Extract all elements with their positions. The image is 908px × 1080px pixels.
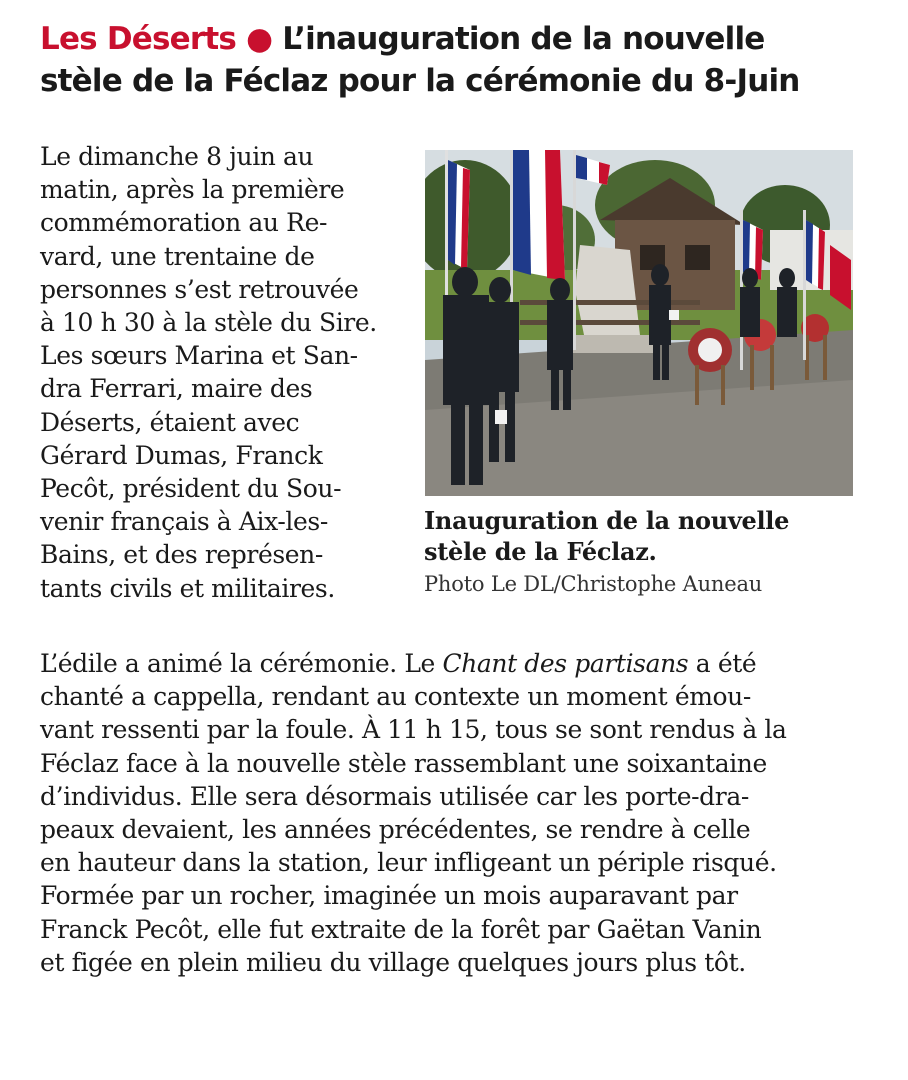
ceremony-photo-illustration: [425, 150, 853, 496]
body-line: tants civils et militaires.: [40, 573, 335, 603]
body-line: commémoration au Re-: [40, 208, 328, 238]
body-line: chanté a cappella, rendant au contexte un moment émou-: [40, 682, 751, 712]
body-line: vard, une trentaine de: [40, 241, 315, 271]
ceremony-photo: [425, 150, 853, 496]
body-line: Gérard Dumas, Franck: [40, 440, 323, 470]
song-title: Chant des partisans: [442, 649, 689, 678]
body-line: matin, après la première: [40, 175, 345, 205]
body-text-segment: L’édile a animé la cérémonie. Le: [40, 649, 443, 678]
body-line: venir français à Aix-les-: [40, 507, 328, 537]
title-line-1: L’inauguration de la nouvelle: [282, 21, 765, 57]
kicker-location: Les Déserts: [40, 21, 237, 57]
body-line: en hauteur dans la station, leur infligeant un périple risqué.: [40, 848, 777, 878]
body-line: vant ressenti par la foule. À 11 h 15, tous se sont rendus à la: [40, 715, 787, 745]
caption-line: stèle de la Féclaz.: [424, 537, 657, 566]
headline: [40, 18, 880, 102]
body-line: Formée par un rocher, imaginée un mois auparavant par: [40, 881, 738, 911]
bullet-icon: ●: [246, 21, 273, 57]
body-line: peaux devaient, les années précédentes, se rendre à celle: [40, 815, 751, 845]
photo-credit: Photo Le DL/Christophe Auneau: [424, 572, 763, 596]
body-line: à 10 h 30 à la stèle du Sire.: [40, 308, 377, 338]
photo-caption: [424, 505, 864, 599]
body-line: Pecôt, président du Sou-: [40, 474, 342, 504]
body-line: dra Ferrari, maire des: [40, 374, 313, 404]
body-line: Les sœurs Marina et San-: [40, 341, 358, 371]
body-line: personnes s’est retrouvée: [40, 274, 359, 304]
body-line: Bains, et des représen-: [40, 540, 323, 570]
body-text-segment: a été: [688, 649, 757, 678]
caption-line: Inauguration de la nouvelle: [424, 506, 790, 535]
body-line: Franck Pecôt, elle fut extraite de la forêt par Gaëtan Vanin: [40, 914, 762, 944]
body-line: et figée en plein milieu du village quelques jours plus tôt.: [40, 947, 746, 977]
body-line: [40, 647, 870, 680]
body-line: Féclaz face à la nouvelle stèle rassemblant une soixantaine: [40, 748, 767, 778]
title-line-2: stèle de la Féclaz pour la cérémonie du 8-Juin: [40, 63, 800, 99]
caption-title: [424, 505, 864, 567]
body-line: d’individus. Elle sera désormais utilisée car les porte-dra-: [40, 781, 749, 811]
article-full-text: [40, 647, 870, 979]
body-line: Déserts, étaient avec: [40, 407, 300, 437]
body-line: Le dimanche 8 juin au: [40, 142, 314, 171]
article-column-text: [40, 140, 410, 605]
